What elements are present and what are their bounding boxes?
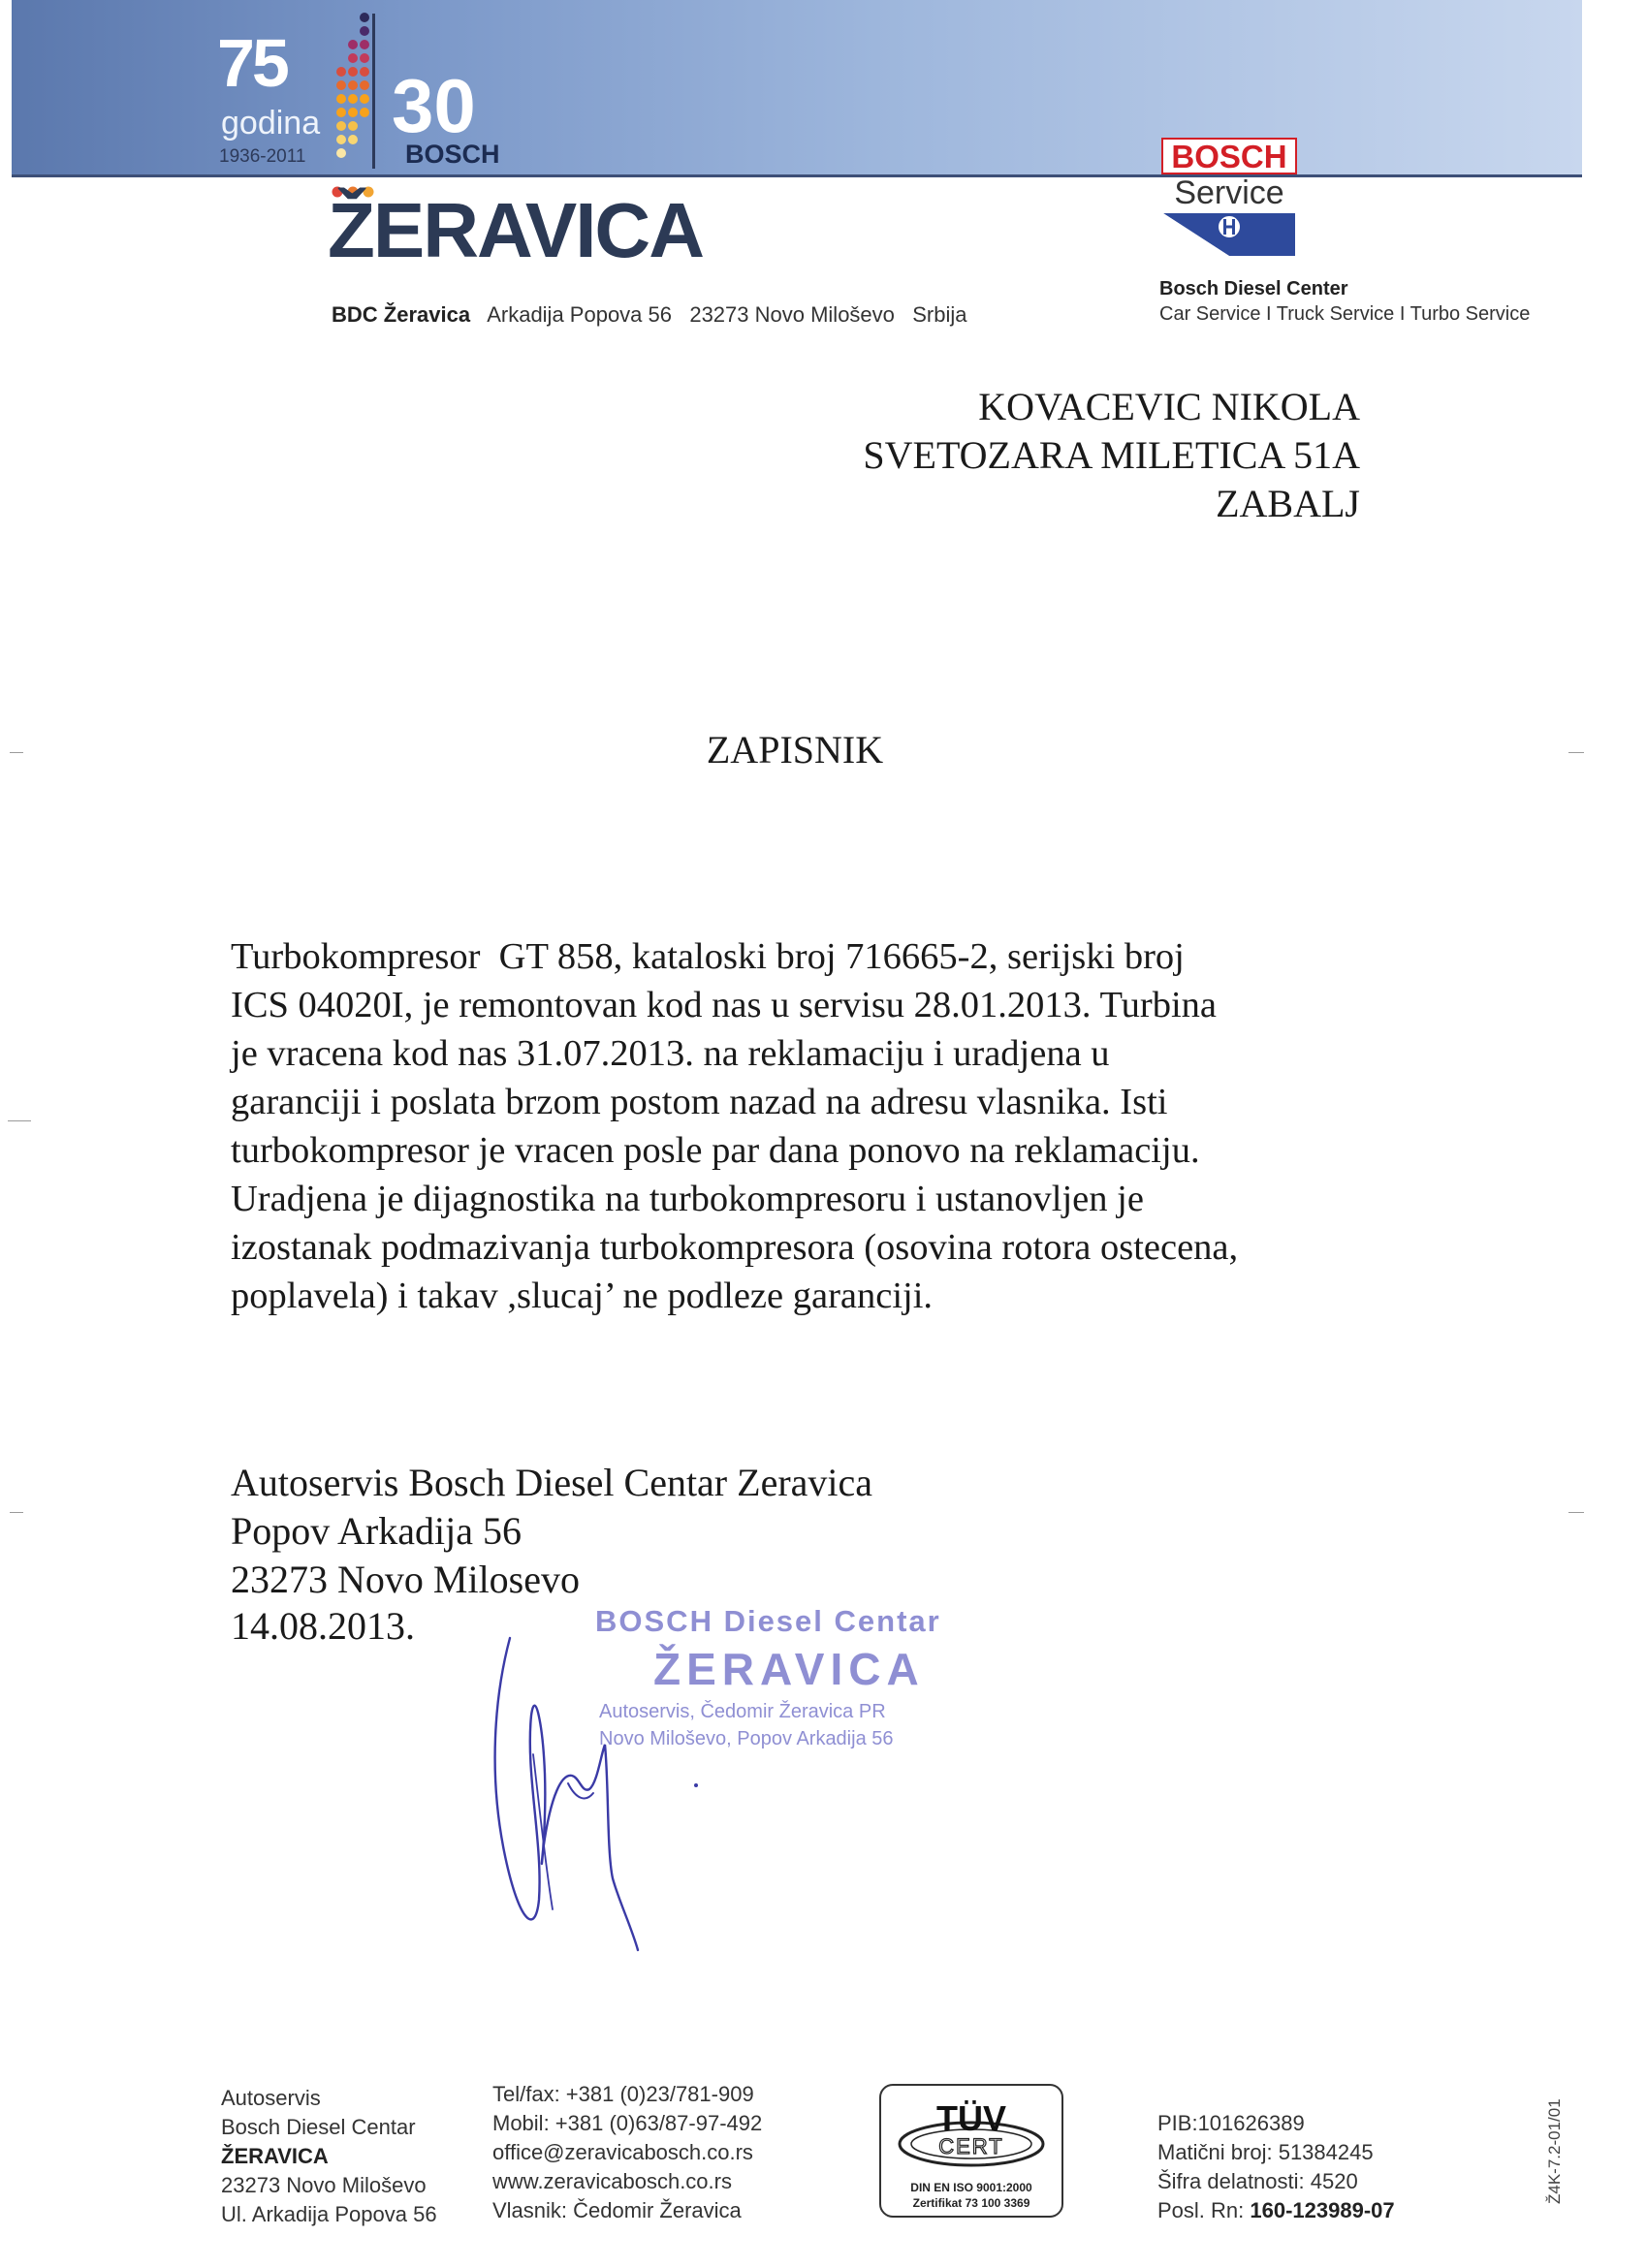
footer-pib: PIB:101626389 [1157,2111,1305,2135]
footer-line: 23273 Novo Miloševo [221,2173,427,2197]
footer-line: Autoservis [221,2086,321,2110]
company-name: ŽERAVICA [328,187,703,273]
anniversary-number: 75 [217,25,287,101]
footer-sifra: Šifra delatnosti: 4520 [1157,2169,1358,2193]
sender-city: 23273 Novo Milosevo [231,1558,580,1601]
recipient-city: ZABALJ [1216,482,1360,525]
body-paragraph [231,932,1365,1320]
body-line: garanciji i poslata brzom postom nazad na adresu vlasnika. Isti [231,1082,1168,1122]
tuv-standard: DIN EN ISO 9001:2000 [910,2181,1032,2194]
body-line: Uradjena je dijagnostika na turbokompresoru i ustanovljen je [231,1179,1144,1219]
fold-mark [1568,1512,1584,1513]
body-line: Turbokompresor GT 858, kataloski broj 716665-2, serijski broj [231,936,1185,977]
bosch-armature-icon [1163,213,1295,258]
stamp-line: Novo Miloševo, Popov Arkadija 56 [599,1728,894,1749]
handwritten-signature-icon [475,1609,727,1958]
anniversary-brand: BOSCH [405,140,500,169]
anniversary-dots-icon [326,10,384,174]
recipient-street: SVETOZARA MILETICA 51A [863,433,1360,477]
fold-mark [10,1512,23,1513]
company-address [332,302,966,328]
fold-mark [1568,752,1584,753]
tuv-cert-logo-icon [895,2095,1048,2175]
footer-contact-block [492,2080,762,2225]
fold-mark [10,752,23,753]
bosch-logo-service: Service [1174,174,1284,211]
bosch-logo-brand: BOSCH [1161,138,1297,174]
services-list: Car Service I Truck Service I Turbo Service [1159,303,1531,325]
footer-maticni: Matični broj: 51384245 [1157,2140,1374,2164]
tuv-certificate: Zertifikat 73 100 3369 [912,2196,1030,2210]
body-line: ICS 04020I, je remontovan kod nas u servisu 28.01.2013. Turbina [231,985,1217,1025]
body-line: turbokompresor je vracen posle par dana ponovo na reklamaciju. [231,1130,1200,1171]
address-text: Arkadija Popova 56 23273 Novo Miloševo Srbija [487,302,967,327]
stamp-line: BOSCH Diesel Centar [595,1604,941,1638]
svg-text:CERT: CERT [938,2134,1004,2158]
footer-owner: Vlasnik: Čedomir Žeravica [492,2198,742,2222]
stamp-line: Autoservis, Čedomir Žeravica PR [599,1701,886,1722]
footer-line: Bosch Diesel Centar [221,2115,416,2139]
footer-line: ŽERAVICA [221,2144,329,2168]
sender-company: Autoservis Bosch Diesel Centar Zeravica [231,1461,873,1504]
body-line: poplavela) i takav ,slucaj’ ne podleze garanciji. [231,1276,934,1316]
footer-line: Ul. Arkadija Popova 56 [221,2202,437,2226]
footer-mobile: Mobil: +381 (0)63/87-97-492 [492,2111,763,2135]
tuv-cert-badge [879,2084,1063,2218]
footer-email: office@zeravicabosch.co.rs [492,2140,753,2164]
anniversary-years: 1936-2011 [219,146,306,167]
footer-company-block [221,2084,437,2229]
footer-registration-block [1157,2109,1395,2225]
anniversary-second-number: 30 [392,63,476,148]
account-label: Posl. Rn: [1157,2198,1251,2222]
footer-phone: Tel/fax: +381 (0)23/781-909 [492,2082,754,2106]
diesel-center-label: Bosch Diesel Center [1159,278,1348,299]
footer-account [1157,2196,1395,2225]
svg-text:TÜV: TÜV [936,2098,1006,2138]
document-title: ZAPISNIK [706,728,884,772]
form-code: Ž4K-7.2-01/01 [1545,2098,1564,2204]
address-prefix: BDC Žeravica [332,302,471,327]
account-value: 160-123989-07 [1250,2198,1395,2222]
body-line: je vracena kod nas 31.07.2013. na reklamaciju i uradjena u [231,1033,1110,1074]
sender-street: Popov Arkadija 56 [231,1509,522,1553]
anniversary-word: godina [221,105,321,142]
recipient-name: KOVACEVIC NIKOLA [978,385,1360,428]
document-date: 14.08.2013. [231,1604,415,1648]
stamp-line: ŽERAVICA [653,1644,925,1694]
punch-mark [8,1120,31,1121]
body-line: izostanak podmazivanja turbokompresora (osovina rotora ostecena, [231,1227,1239,1268]
bosch-service-logo [1161,126,1297,260]
footer-website: www.zeravicabosch.co.rs [492,2169,732,2193]
